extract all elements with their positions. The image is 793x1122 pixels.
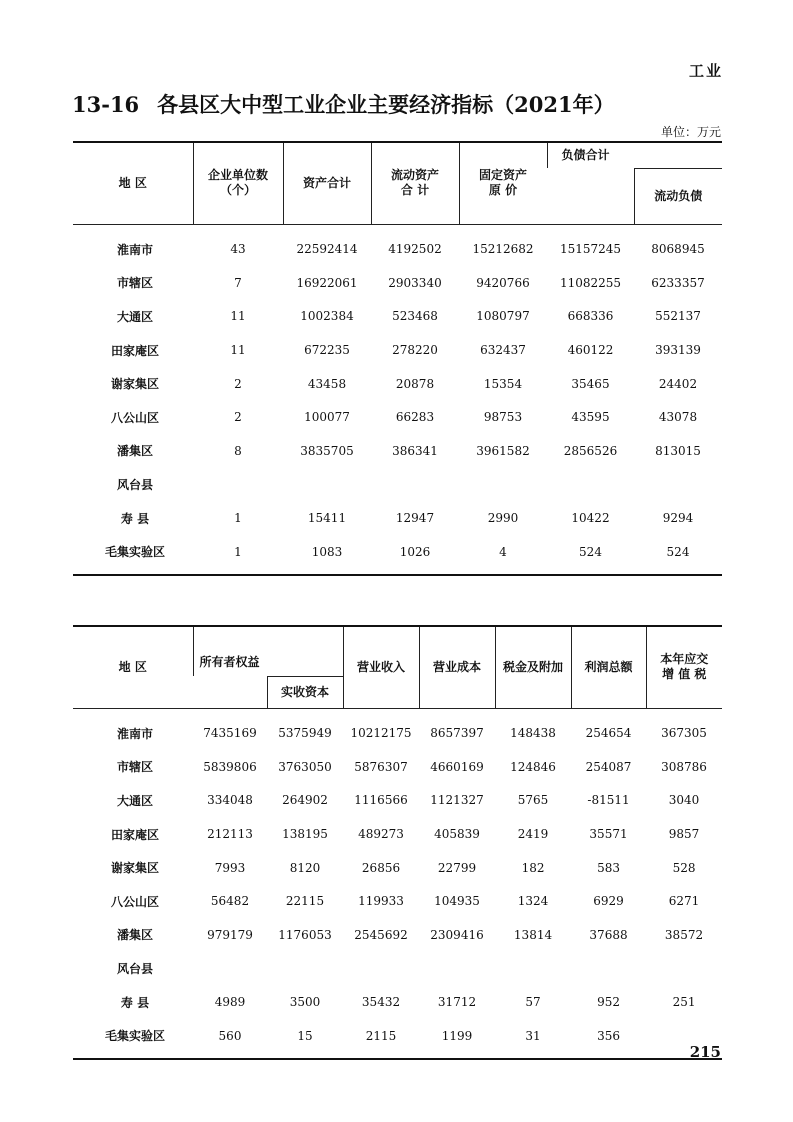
current-liabilities-cell: 524: [666, 544, 690, 559]
area-cell: 风台县: [116, 477, 153, 492]
area-cell: 田家庵区: [110, 343, 159, 358]
cost-cell: [419, 952, 495, 986]
paid-in-capital-cell: 264902: [282, 793, 328, 808]
area-cell: 寿 县: [120, 995, 150, 1010]
enterprises-cell: 8: [234, 443, 242, 458]
header-fixed-assets-line1: 固定资产: [478, 168, 527, 183]
title-text: 各县区大中型工业企业主要经济指标（2021年）: [157, 92, 615, 117]
revenue-cell: [343, 952, 419, 986]
cost-cell: 2309416: [430, 927, 484, 942]
paid-in-capital-cell: 3763050: [278, 759, 332, 774]
taxes-cell: 124846: [510, 759, 556, 774]
table-row: [73, 266, 722, 300]
owners-equity-cell: 7993: [214, 860, 246, 875]
area-cell: 谢家集区: [110, 861, 159, 876]
fixed-assets-cell: 2990: [487, 511, 519, 526]
table-row: [73, 985, 722, 1019]
fixed-assets-cell: [459, 468, 547, 502]
area-cell: 市辖区: [116, 760, 153, 775]
table-row: [73, 884, 722, 918]
header-enterprises-line2: （个）: [219, 183, 256, 198]
cost-cell: 22799: [437, 860, 477, 875]
area-cell: 潘集区: [116, 444, 153, 459]
vat-cell: 308786: [661, 759, 707, 774]
area-cell: 田家庵区: [110, 827, 159, 842]
current-assets-cell: [371, 468, 459, 502]
cost-cell: 4660169: [430, 759, 484, 774]
header-fixed-assets: [459, 142, 547, 224]
area-cell: 毛集实验区: [104, 1029, 165, 1044]
area-cell: 八公山区: [110, 894, 159, 909]
fixed-assets-cell: 15212682: [472, 242, 534, 257]
enterprises-cell: 43: [230, 242, 246, 257]
profit-cell: 952: [597, 995, 620, 1010]
total-assets-cell: [283, 468, 371, 502]
profit-cell: 254087: [585, 759, 632, 774]
enterprises-cell: 1: [234, 544, 242, 559]
current-liabilities-cell: 24402: [658, 376, 698, 391]
header-total-assets: 资产合计: [283, 142, 371, 224]
current-assets-cell: 1026: [399, 544, 431, 559]
profit-cell: 35571: [589, 827, 628, 842]
table-row: [73, 851, 722, 885]
liabilities-cell: 2856526: [563, 443, 618, 458]
taxes-cell: 2419: [517, 827, 549, 842]
revenue-cell: 10212175: [350, 726, 412, 741]
cost-cell: 8657397: [430, 726, 484, 741]
area-cell: 八公山区: [110, 410, 159, 425]
fixed-assets-cell: 632437: [480, 343, 526, 358]
vat-cell: 251: [672, 995, 696, 1010]
current-assets-cell: 4192502: [388, 242, 442, 257]
enterprises-cell: 1: [234, 511, 242, 526]
enterprises-cell: [193, 468, 283, 502]
header-paid-in-capital: 实收资本: [267, 676, 343, 708]
enterprises-cell: 11: [230, 343, 246, 358]
header-revenue: 营业收入: [343, 626, 419, 708]
current-assets-cell: 523468: [392, 309, 438, 324]
area-cell: 毛集实验区: [104, 545, 165, 560]
enterprises-cell: 2: [234, 376, 242, 391]
table-row: [73, 300, 722, 334]
current-liabilities-cell: 6233357: [651, 275, 705, 290]
total-assets-cell: 15411: [307, 511, 347, 526]
owners-equity-cell: 560: [218, 1028, 242, 1043]
page-title: [72, 89, 615, 119]
current-liabilities-cell: 43078: [658, 410, 698, 425]
paid-in-capital-cell: 15: [297, 1028, 313, 1043]
total-assets-cell: 1083: [311, 544, 343, 559]
owners-equity-cell: 56482: [210, 894, 250, 909]
table-row: [73, 784, 722, 818]
vat-cell: [646, 952, 722, 986]
paid-in-capital-cell: 3500: [289, 995, 321, 1010]
paid-in-capital-cell: 138195: [282, 827, 328, 842]
table-row: [73, 434, 722, 468]
profit-cell: 254654: [585, 726, 632, 741]
enterprises-cell: 7: [234, 275, 242, 290]
liabilities-cell: 668336: [567, 309, 614, 324]
current-assets-cell: 20878: [395, 376, 435, 391]
table-row: [73, 224, 722, 266]
vat-cell: 367305: [661, 726, 707, 741]
header-area-2: 地 区: [118, 659, 147, 674]
table-row: [73, 750, 722, 784]
section-tag: 工业: [688, 62, 723, 80]
current-liabilities-cell: 9294: [662, 511, 694, 526]
header-current-assets: [371, 142, 459, 224]
fixed-assets-cell: 98753: [483, 410, 523, 425]
taxes-cell: 57: [525, 995, 541, 1010]
header-owners-equity: 所有者权益: [193, 626, 343, 676]
vat-cell: 6271: [668, 894, 700, 909]
current-liabilities-cell: 393139: [655, 343, 701, 358]
header-current-assets-line2: 合 计: [400, 183, 430, 198]
paid-in-capital-cell: 5375949: [278, 726, 332, 741]
enterprises-cell: 11: [230, 309, 246, 324]
paid-in-capital-cell: [267, 952, 343, 986]
liabilities-cell: 35465: [571, 376, 610, 391]
header-vat-line1: 本年应交: [660, 652, 709, 667]
cost-cell: 1199: [441, 1028, 473, 1043]
profit-cell: 356: [597, 1028, 620, 1043]
operations-table: [73, 625, 722, 1060]
header-enterprises-line1: 企业单位数: [207, 168, 268, 183]
owners-equity-cell: 5839806: [203, 759, 257, 774]
area-cell: 大通区: [116, 793, 153, 808]
fixed-assets-cell: 1080797: [476, 309, 530, 324]
taxes-cell: 148438: [510, 726, 556, 741]
total-assets-cell: 16922061: [296, 275, 358, 290]
title-number: 13-16: [72, 92, 140, 117]
total-assets-cell: 22592414: [296, 242, 358, 257]
owners-equity-cell: [193, 952, 267, 986]
taxes-cell: 31: [525, 1028, 541, 1043]
revenue-cell: 2115: [365, 1028, 397, 1043]
table-row: [73, 817, 722, 851]
table-row: [73, 501, 722, 535]
owners-equity-cell: 212113: [207, 827, 253, 842]
current-liabilities-cell: 813015: [655, 443, 701, 458]
fixed-assets-cell: 15354: [483, 376, 523, 391]
area-cell: 风台县: [116, 961, 153, 976]
area-cell: 谢家集区: [110, 377, 159, 392]
liabilities-cell: 10422: [571, 511, 610, 526]
cost-cell: 1121327: [430, 793, 484, 808]
taxes-cell: 5765: [517, 793, 549, 808]
revenue-cell: 489273: [358, 827, 404, 842]
current-liabilities-cell: 552137: [655, 309, 701, 324]
cost-cell: 31712: [437, 995, 477, 1010]
fixed-assets-cell: 3961582: [476, 443, 530, 458]
profit-cell: 6929: [593, 894, 624, 909]
vat-cell: 38572: [664, 927, 704, 942]
table-row: [73, 468, 722, 502]
table-row: [73, 400, 722, 434]
total-assets-cell: 100077: [304, 410, 350, 425]
fixed-assets-cell: 9420766: [476, 275, 530, 290]
paid-in-capital-cell: 8120: [289, 860, 321, 875]
fixed-assets-cell: 4: [499, 544, 507, 559]
assets-table: [73, 141, 722, 576]
revenue-cell: 1116566: [354, 793, 408, 808]
vat-cell: 528: [672, 860, 696, 875]
total-assets-cell: 3835705: [300, 443, 354, 458]
total-assets-cell: 1002384: [300, 309, 354, 324]
taxes-cell: 13814: [513, 927, 553, 942]
taxes-cell: 182: [521, 860, 545, 875]
current-liabilities-cell: [634, 468, 722, 502]
area-cell: 市辖区: [116, 276, 153, 291]
header-profit: 利润总额: [571, 626, 646, 708]
profit-cell: 37688: [589, 927, 628, 942]
table-row: [73, 708, 722, 750]
area-cell: 大通区: [116, 309, 153, 324]
table-row: [73, 535, 722, 576]
vat-cell: 9857: [668, 827, 700, 842]
current-assets-cell: 2903340: [388, 275, 442, 290]
header-enterprises: [193, 142, 283, 224]
owners-equity-cell: 7435169: [203, 726, 257, 741]
table-row: [73, 918, 722, 952]
revenue-cell: 5876307: [354, 759, 408, 774]
liabilities-cell: 43595: [571, 410, 610, 425]
owners-equity-cell: 979179: [207, 927, 253, 942]
enterprises-cell: 2: [234, 410, 242, 425]
table-row: [73, 952, 722, 986]
liabilities-cell: 11082255: [559, 275, 622, 290]
unit-label: 单位：万元: [660, 125, 721, 139]
table-row: [73, 367, 722, 401]
area-cell: 寿 县: [120, 511, 150, 526]
revenue-cell: 2545692: [354, 927, 408, 942]
taxes-cell: [495, 952, 571, 986]
paid-in-capital-cell: 1176053: [278, 927, 332, 942]
liabilities-cell: 460122: [567, 343, 614, 358]
header-taxes: 税金及附加: [495, 626, 571, 708]
vat-cell: 3040: [668, 793, 700, 808]
table-row: [73, 1019, 722, 1060]
current-liabilities-cell: 8068945: [651, 242, 705, 257]
cost-cell: 104935: [434, 894, 480, 909]
header-area: 地 区: [118, 175, 147, 190]
liabilities-cell: [547, 468, 634, 502]
cost-cell: 405839: [434, 827, 480, 842]
paid-in-capital-cell: 22115: [285, 894, 325, 909]
taxes-cell: 1324: [517, 894, 549, 909]
header-liabilities: 负债合计: [547, 142, 722, 168]
liabilities-cell: 15157245: [559, 242, 622, 257]
area-cell: 淮南市: [116, 726, 153, 741]
profit-cell: -81511: [587, 793, 630, 808]
total-assets-cell: 43458: [307, 376, 347, 391]
profit-cell: 583: [597, 860, 620, 875]
total-assets-cell: 672235: [304, 343, 350, 358]
revenue-cell: 35432: [361, 995, 401, 1010]
owners-equity-cell: 334048: [207, 793, 253, 808]
current-assets-cell: 386341: [392, 443, 438, 458]
revenue-cell: 119933: [358, 894, 404, 909]
liabilities-cell: 524: [579, 544, 602, 559]
header-cost: 营业成本: [419, 626, 495, 708]
header-vat: [646, 626, 722, 708]
area-cell: 淮南市: [116, 242, 153, 257]
current-assets-cell: 278220: [392, 343, 438, 358]
area-cell: 潘集区: [116, 928, 153, 943]
current-assets-cell: 66283: [395, 410, 435, 425]
revenue-cell: 26856: [361, 860, 401, 875]
header-fixed-assets-line2: 原 价: [488, 183, 518, 198]
table-row: [73, 333, 722, 367]
owners-equity-cell: 4989: [214, 995, 246, 1010]
header-current-liabilities: 流动负债: [634, 168, 722, 224]
page-number: 215: [689, 1043, 721, 1061]
current-assets-cell: 12947: [395, 511, 435, 526]
header-current-assets-line1: 流动资产: [390, 168, 439, 183]
header-vat-line2: 增 值 税: [662, 667, 707, 682]
profit-cell: [571, 952, 646, 986]
